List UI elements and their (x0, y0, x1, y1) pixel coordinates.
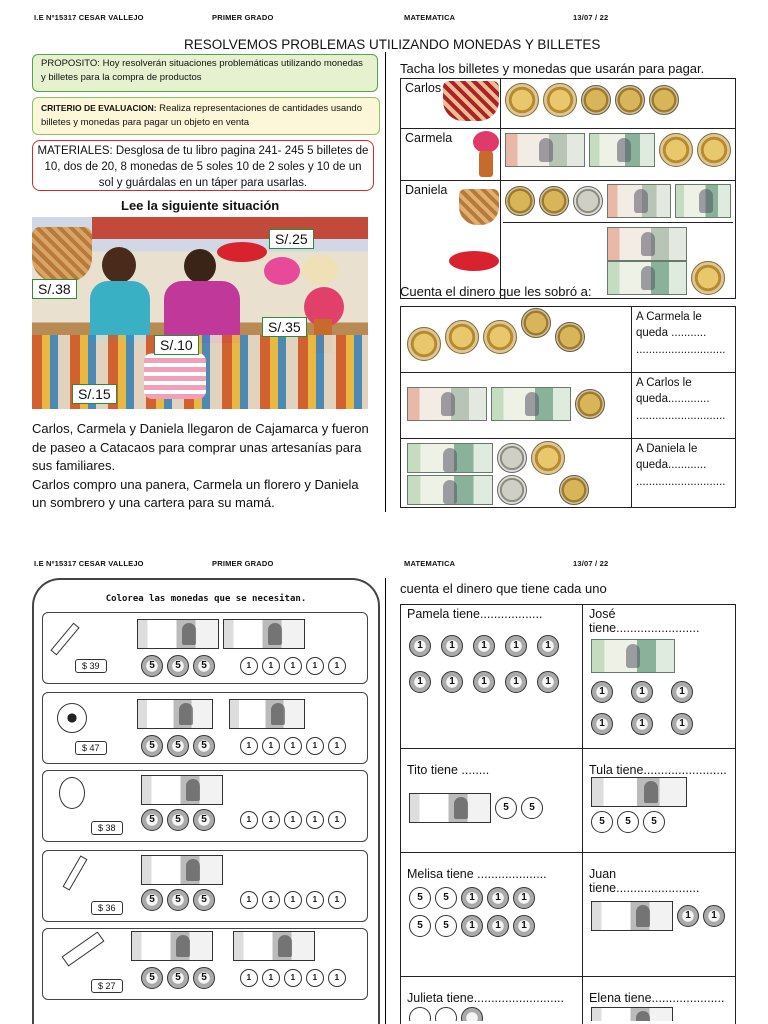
coin-5: 5 (409, 915, 431, 937)
answer-line[interactable]: ............................ (636, 344, 726, 356)
woman2-body (164, 281, 240, 343)
coin-5: 5 (521, 797, 543, 819)
coin-1[interactable]: 1 (328, 657, 346, 675)
coin-1: 1 (487, 915, 509, 937)
coin-2-soles[interactable] (539, 186, 569, 216)
flower-icon (473, 131, 499, 153)
pink-basket-icon (144, 353, 206, 399)
price-tag: $ 39 (75, 659, 107, 673)
coin-1: 1 (631, 713, 653, 735)
subject-label: MATEMATICA (404, 559, 456, 568)
tito-cell (401, 749, 583, 853)
carmela-remaining: A Carmela le queda ........... (636, 311, 707, 339)
bill-10-soles[interactable] (675, 184, 731, 218)
coin-1[interactable]: 1 (284, 737, 302, 755)
bill-10 (591, 777, 687, 807)
coin-2-soles[interactable] (649, 85, 679, 115)
coin-1[interactable]: 1 (240, 891, 258, 909)
woman1-body (90, 281, 150, 341)
coin-1: 1 (677, 905, 699, 927)
date-label: 13/07 / 22 (573, 13, 609, 22)
carlos-remaining: A Carlos le queda............. (636, 377, 710, 405)
people-money-table (400, 604, 736, 1024)
straw-hat-icon (302, 255, 338, 285)
price-tag-25: S/.25 (269, 229, 314, 249)
item-row-saw (42, 928, 368, 1000)
coin-1: 1 (409, 671, 431, 693)
money-group (139, 855, 225, 885)
coin-1[interactable]: 1 (262, 737, 280, 755)
coin-5[interactable]: 5 (193, 889, 215, 911)
coin-5: 5 (435, 887, 457, 909)
coin-5-soles[interactable] (659, 133, 693, 167)
coin-1[interactable]: 1 (306, 891, 324, 909)
coin-5[interactable]: 5 (193, 967, 215, 989)
pink-hat-icon (264, 257, 300, 285)
price-tag: $ 36 (91, 901, 123, 915)
coin-1: 1 (461, 887, 483, 909)
coin-1: 1 (513, 915, 535, 937)
bill-10-soles (491, 387, 571, 421)
price-tag-15: S/.15 (72, 384, 117, 404)
coin-1[interactable]: 1 (284, 891, 302, 909)
coin-1: 1 (441, 671, 463, 693)
coin-1[interactable]: 1 (240, 737, 258, 755)
coin-5[interactable]: 5 (167, 809, 189, 831)
pamela-label: Pamela tiene.................. (407, 607, 543, 621)
bill-10-soles (407, 475, 493, 505)
bill-20[interactable] (229, 699, 305, 729)
daniela-remaining: A Daniela le queda............ (636, 443, 707, 471)
coin-5: 5 (435, 915, 457, 937)
school-name: I.E Nº15317 CESAR VALLEJO (34, 13, 144, 22)
coin-1 (461, 1007, 483, 1021)
coin-1: 1 (513, 887, 535, 909)
juan-cell (583, 853, 736, 977)
money-group (135, 619, 307, 649)
hammer-icon (63, 855, 88, 890)
coin-1: 1 (441, 635, 463, 657)
coin-5-soles[interactable] (691, 261, 725, 295)
coin-1: 1 (631, 681, 653, 703)
bill-10 (591, 901, 673, 931)
colorea-worksheet (32, 578, 380, 1024)
red-hat-icon (217, 242, 267, 262)
purse-icon (459, 189, 499, 225)
coin-5: 5 (617, 811, 639, 833)
answer-line[interactable]: ............................ (636, 476, 726, 488)
tacha-instruction: Tacha los billetes y monedas que usarán para pagar. (400, 61, 705, 76)
bill-20[interactable] (223, 619, 305, 649)
name-carmela: Carmela (405, 131, 453, 145)
bill-20[interactable] (137, 619, 219, 649)
price-tag: $ 47 (75, 741, 107, 755)
coin-1[interactable]: 1 (284, 811, 302, 829)
coin-1: 1 (537, 635, 559, 657)
money-group (139, 775, 225, 805)
bill-10-soles (407, 443, 493, 473)
coin-5 (435, 1007, 457, 1021)
coin-1[interactable]: 1 (306, 657, 324, 675)
carmela-money (501, 129, 736, 181)
bill-20-soles (407, 387, 487, 421)
coin-1: 1 (409, 635, 431, 657)
bill-10 (591, 1007, 673, 1021)
jose-cell (583, 605, 736, 749)
vase-icon (479, 151, 493, 177)
tito-label: Tito tiene ........ (407, 763, 490, 777)
bill-20[interactable] (137, 699, 213, 729)
coin-1[interactable]: 1 (306, 969, 324, 987)
carmela-answer (632, 307, 736, 373)
woman1-head (102, 247, 136, 283)
coin-1-sol (497, 475, 527, 505)
balloon-icon (59, 777, 85, 809)
coins-group (139, 967, 348, 989)
bill-20[interactable] (131, 931, 213, 961)
item-row-balloon (42, 770, 368, 842)
pencil-icon (50, 623, 79, 656)
woman2-head (184, 249, 216, 283)
bill-20-soles[interactable] (505, 133, 585, 167)
hat-icon (449, 251, 499, 271)
coin-1: 1 (473, 671, 495, 693)
bill-20-soles[interactable] (607, 227, 687, 261)
item-row-pencil (42, 612, 368, 684)
name-carlos: Carlos (405, 81, 442, 95)
coin-1: 1 (505, 635, 527, 657)
coin-5-soles (445, 320, 479, 354)
coin-5[interactable]: 5 (193, 735, 215, 757)
basket-icon (32, 227, 92, 282)
bill-10 (409, 793, 491, 823)
price-tag: $ 38 (91, 821, 123, 835)
coin-5: 5 (495, 797, 517, 819)
carlos-answer (632, 373, 736, 439)
coin-5[interactable]: 5 (141, 889, 163, 911)
criterio-box (32, 97, 380, 135)
julieta-cell (401, 977, 583, 1024)
coin-1[interactable]: 1 (328, 891, 346, 909)
coin-1: 1 (591, 713, 613, 735)
daniela-cell (401, 181, 501, 299)
coin-5[interactable]: 5 (167, 735, 189, 757)
coin-5[interactable]: 5 (167, 655, 189, 677)
juan-label: Juan tiene........................ (589, 867, 700, 895)
daniela-leftover (401, 439, 632, 508)
coin-5[interactable]: 5 (193, 655, 215, 677)
coin-1[interactable]: 1 (328, 737, 346, 755)
school-name: I.E Nº15317 CESAR VALLEJO (34, 559, 144, 568)
coin-2-soles (575, 389, 605, 419)
daniela-answer (632, 439, 736, 508)
coin-1[interactable]: 1 (262, 811, 280, 829)
price-tag-10: S/.10 (154, 335, 199, 355)
bill-20[interactable] (141, 855, 223, 885)
coin-5: 5 (409, 887, 431, 909)
coin-1: 1 (505, 671, 527, 693)
roof (92, 217, 368, 239)
coin-2-soles[interactable] (615, 85, 645, 115)
elena-label: Elena tiene..................... (589, 991, 725, 1005)
tula-cell (583, 749, 736, 853)
coin-1[interactable]: 1 (284, 657, 302, 675)
cuenta-instruction: Cuenta el dinero que les sobró a: (400, 284, 592, 299)
coin-5 (409, 1007, 431, 1021)
coin-2-soles[interactable] (581, 85, 611, 115)
breadbasket-icon (443, 81, 499, 121)
coin-1[interactable]: 1 (240, 811, 258, 829)
melisa-cell (401, 853, 583, 977)
tacha-table (400, 78, 736, 299)
melisa-label: Melisa tiene .................... (407, 867, 547, 881)
proposito-box: PROPOSITO: Hoy resolverán situaciones problemáticas utilizando monedas y billetes para la compra de productos (32, 54, 378, 92)
bill-20[interactable] (233, 931, 315, 961)
julieta-label: Julieta tiene.......................... (407, 991, 565, 1005)
coin-5: 5 (591, 811, 613, 833)
coins-group (139, 889, 348, 911)
column-divider (385, 52, 386, 512)
date-label: 13/07 / 22 (573, 559, 609, 568)
answer-line[interactable]: ............................ (636, 410, 726, 422)
criterio-label: CRITERIO DE EVALUACION: (41, 103, 157, 113)
bill-10-soles (591, 639, 675, 673)
market-photo (32, 217, 368, 409)
name-daniela: Daniela (405, 183, 448, 197)
coin-5[interactable]: 5 (167, 967, 189, 989)
coins-group (139, 655, 348, 677)
coin-5[interactable]: 5 (193, 809, 215, 831)
coin-1: 1 (487, 887, 509, 909)
elena-cell (583, 977, 736, 1024)
coin-1: 1 (671, 681, 693, 703)
coin-5[interactable]: 5 (141, 655, 163, 677)
coins-group (139, 809, 348, 831)
coin-1: 1 (671, 713, 693, 735)
coin-1[interactable]: 1 (240, 657, 258, 675)
carlos-money (501, 79, 736, 129)
criterio-text: Realiza representaciones de cantidades usando billetes y monedas para pagar un objeto en venta (41, 103, 362, 128)
coin-1[interactable]: 1 (306, 811, 324, 829)
price-tag: $ 27 (91, 979, 123, 993)
coin-5-soles (483, 320, 517, 354)
subject-label: MATEMATICA (404, 13, 456, 22)
item-row-ball (42, 692, 368, 764)
coin-5-soles[interactable] (697, 133, 731, 167)
pamela-cell (401, 605, 583, 749)
carlos-cell (401, 79, 501, 129)
carmela-leftover (401, 307, 632, 373)
grade-label: PRIMER GRADO (212, 13, 274, 22)
materiales-box: MATERIALES: Desglosa de tu libro pagina 241- 245 5 billetes de 10, dos de 20, 8 monedas de 5 soles 10 de 2 soles y 10 de un sol y guárdalas en un táper para usarlas. (32, 140, 374, 191)
coin-5[interactable]: 5 (141, 735, 163, 757)
situacion-heading: Lee la siguiente situación (121, 198, 280, 213)
cuenta-table (400, 306, 736, 508)
saw-icon (62, 931, 105, 966)
coin-5-soles (531, 441, 565, 475)
coins-group (139, 735, 348, 757)
coin-1: 1 (473, 635, 495, 657)
cuenta-title: cuenta el dinero que tiene cada uno (400, 581, 607, 596)
ball-icon (57, 703, 87, 733)
coin-1[interactable]: 1 (262, 891, 280, 909)
price-tag-38: S/.38 (32, 279, 77, 299)
price-tag-35: S/.35 (262, 317, 307, 337)
grade-label: PRIMER GRADO (212, 559, 274, 568)
coin-5: 5 (643, 811, 665, 833)
coin-1[interactable]: 1 (262, 657, 280, 675)
coin-1[interactable]: 1 (262, 969, 280, 987)
bill-10-soles[interactable] (607, 261, 687, 295)
jose-label: José tiene........................ (589, 607, 700, 635)
coin-1[interactable]: 1 (284, 969, 302, 987)
coin-2-soles[interactable] (505, 186, 535, 216)
bill-10-soles[interactable] (589, 133, 655, 167)
coin-5[interactable]: 5 (141, 809, 163, 831)
coin-1[interactable]: 1 (306, 737, 324, 755)
coin-1: 1 (461, 915, 483, 937)
daniela-money (501, 181, 736, 299)
coin-5-soles[interactable] (505, 83, 539, 117)
coin-1: 1 (537, 671, 559, 693)
coin-1-sol (497, 443, 527, 473)
carlos-leftover (401, 373, 632, 439)
coin-5-soles[interactable] (543, 83, 577, 117)
colorea-title: Colorea las monedas que se necesitan. (105, 594, 307, 604)
coin-1[interactable]: 1 (328, 811, 346, 829)
coin-5[interactable]: 5 (141, 967, 163, 989)
coin-5[interactable]: 5 (167, 889, 189, 911)
coin-1: 1 (591, 681, 613, 703)
bill-20[interactable] (141, 775, 223, 805)
bill-20-soles[interactable] (607, 184, 671, 218)
item-row-hammer (42, 850, 368, 922)
money-group (129, 931, 317, 961)
money-group (135, 699, 307, 729)
coin-1: 1 (703, 905, 725, 927)
coin-2-soles (555, 322, 585, 352)
tula-label: Tula tiene........................ (589, 763, 727, 777)
story-text: Carlos, Carmela y Daniela llegaron de Cajamarca y fueron de paseo a Catacaos para comprar unas artesanías para sus familiares. Carlos compro una panera, Carmela un florero y Daniela un sombrero y una cartera para su mamá. (32, 421, 369, 510)
carmela-cell (401, 129, 501, 181)
column-divider (385, 578, 386, 1024)
coin-1[interactable]: 1 (328, 969, 346, 987)
coin-1[interactable]: 1 (240, 969, 258, 987)
coin-5-soles (407, 327, 441, 361)
coin-2-soles (521, 308, 551, 338)
page-title: RESOLVEMOS PROBLEMAS UTILIZANDO MONEDAS Y BILLETES (184, 37, 601, 52)
coin-1-sol[interactable] (573, 186, 603, 216)
coin-2-soles (559, 475, 589, 505)
